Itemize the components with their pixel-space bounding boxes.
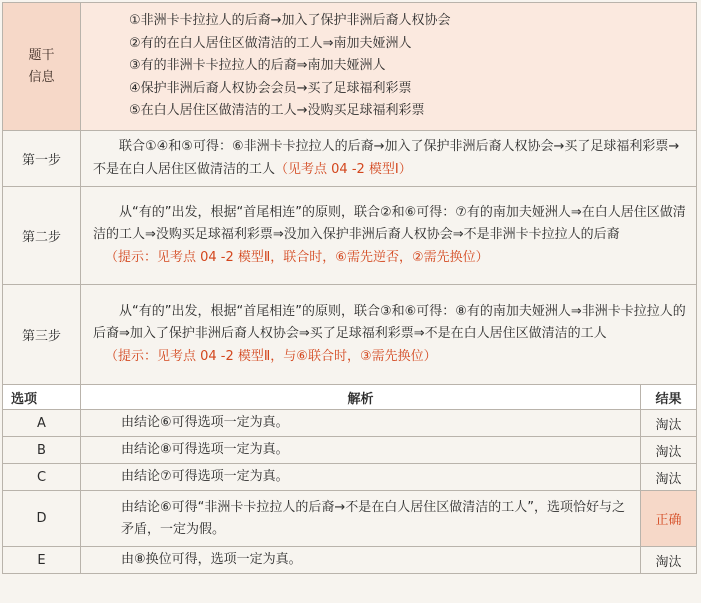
info-row: [3, 3, 697, 131]
option-row-c: [3, 464, 697, 491]
step2-label: 第二步: [3, 187, 81, 285]
premise-1: ①非洲卡卡拉拉人的后裔→加入了保护非洲后裔人权协会: [129, 13, 451, 29]
option-letter: C: [3, 464, 81, 491]
step2-row: [3, 187, 697, 285]
analysis-column-header: 解析: [81, 385, 641, 410]
option-result: 淘汰: [641, 437, 697, 464]
step3-body: [81, 285, 697, 385]
step1-body: [81, 131, 697, 187]
option-letter: A: [3, 410, 81, 437]
option-analysis: 由结论⑧可得选项一定为真。: [81, 437, 641, 464]
option-letter: E: [3, 547, 81, 574]
option-column-header: 选项: [3, 385, 81, 410]
option-analysis: 由⑧换位可得，选项一定为真。: [81, 547, 641, 574]
premise-4: ④保护非洲后裔人权协会会员→买了足球福利彩票: [129, 80, 412, 96]
option-result: 淘汰: [641, 547, 697, 574]
step3-hint: （提示：见考点 04 -2 模型Ⅱ，与⑥联合时，③需先换位）: [105, 348, 437, 364]
premise-3: ③有的非洲卡卡拉拉人的后裔⇒南加夫娅洲人: [129, 58, 386, 74]
step3-row: [3, 285, 697, 385]
premise-2: ②有的在白人居住区做清洁的工人⇒南加夫娅洲人: [129, 35, 412, 51]
option-letter: D: [3, 491, 81, 547]
step2-text: 从“有的”出发，根据“首尾相连”的原则，联合②和⑥可得：⑦有的南加夫娅洲人⇒在白人居住区做清洁的工人⇒没购买足球福利彩票⇒没加入保护非洲后裔人权协会⇒不是非洲卡卡拉拉人的后裔: [93, 204, 686, 243]
option-result: 淘汰: [641, 410, 697, 437]
option-row-a: [3, 410, 697, 437]
option-result-correct: 正确: [641, 491, 697, 547]
option-analysis: 由结论⑦可得选项一定为真。: [81, 464, 641, 491]
step1-ref: （见考点 04 -2 模型Ⅰ）: [275, 161, 412, 177]
info-label-line1: 题干: [28, 47, 55, 63]
option-row-b: [3, 437, 697, 464]
option-row-e: [3, 547, 697, 574]
option-letter: B: [3, 437, 81, 464]
step1-text: 联合①④和⑤可得：⑥非洲卡卡拉拉人的后裔→加入了保护非洲后裔人权协会→买了足球福利彩票→不是在白人居住区做清洁的工人: [93, 139, 680, 177]
option-analysis: 由结论⑥可得“非洲卡卡拉拉人的后裔→不是在白人居住区做清洁的工人”，选项恰好与之矛盾，一定为假。: [81, 491, 641, 547]
analysis-table: [2, 2, 697, 574]
step2-body: [81, 187, 697, 285]
options-header-row: [3, 385, 697, 410]
option-row-d: [3, 491, 697, 547]
option-analysis: 由结论⑥可得选项一定为真。: [81, 410, 641, 437]
info-label: [3, 3, 81, 131]
premise-5: ⑤在白人居住区做清洁的工人→没购买足球福利彩票: [129, 103, 425, 119]
step1-row: [3, 131, 697, 187]
step1-label: 第一步: [3, 131, 81, 187]
info-content: [81, 3, 697, 131]
info-label-line2: 信息: [28, 69, 55, 85]
step3-text: 从“有的”出发，根据“首尾相连”的原则，联合③和⑥可得：⑧有的南加夫娅洲人⇒非洲卡卡拉拉人的后裔⇒加入了保护非洲后裔人权协会⇒买了足球福利彩票⇒不是在白人居住区做清洁的工人: [93, 303, 686, 342]
step3-label: 第三步: [3, 285, 81, 385]
step2-hint: （提示：见考点 04 -2 模型Ⅱ，联合时，⑥需先逆否，②需先换位）: [105, 249, 489, 265]
step1-text-block: [93, 136, 688, 181]
option-result: 淘汰: [641, 464, 697, 491]
result-column-header: 结果: [641, 385, 697, 410]
